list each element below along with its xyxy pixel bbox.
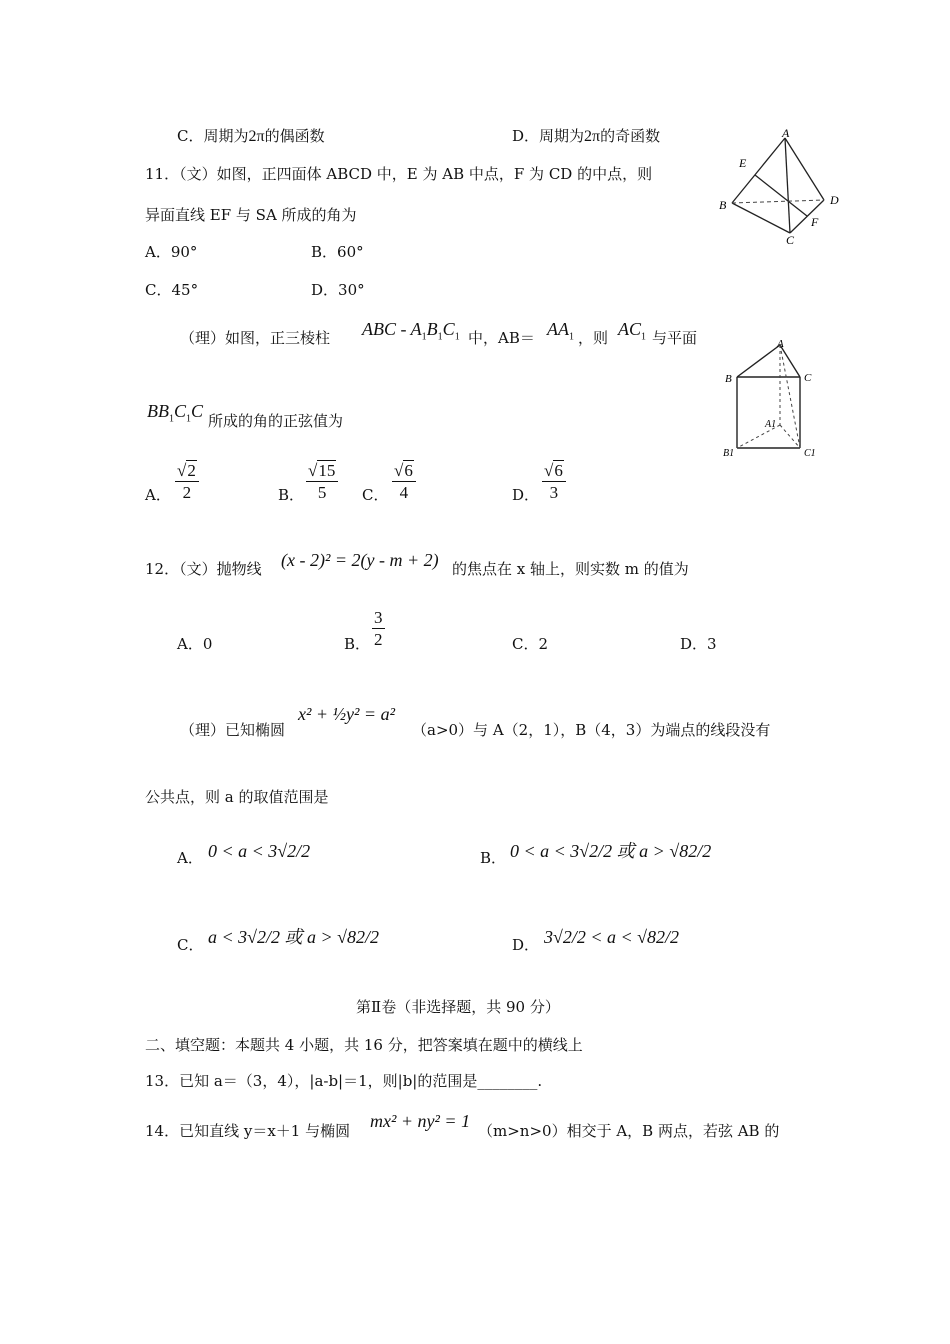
- q12-wen-prefix: 12．（文）抛物线: [145, 560, 262, 578]
- q11-wen-option-a: A．90°: [145, 243, 198, 261]
- tetra-label-a: A: [782, 126, 790, 140]
- tetra-label-d: D: [830, 193, 839, 207]
- q12-li-option-d-value: 3√2/2 < a < √82/2: [544, 927, 680, 947]
- prism-label-b: B: [725, 373, 732, 385]
- q11-li-option-c-value: $\frac{√6}{4}$: [392, 462, 416, 502]
- q11-wen-line2: 异面直线 EF 与 SA 所成的角为: [145, 206, 357, 224]
- q13-text: 13．已知 a＝（3，4），|a-b|＝1，则|b|的范围是________.: [145, 1072, 543, 1090]
- q14-prefix: 14．已知直线 y＝x＋1 与椭圆: [145, 1122, 351, 1140]
- q12-wen-tail: 的焦点在 x 轴上，则实数 m 的值为: [452, 560, 689, 578]
- q10-option-c: C．周期为2π的偶函数: [177, 127, 325, 145]
- q12-li-line2: 公共点，则 a 的取值范围是: [145, 788, 329, 806]
- q12-wen-option-d: D．3: [680, 635, 717, 653]
- q11-li-tail: 与平面: [652, 329, 698, 347]
- prism-figure: [718, 335, 828, 465]
- prism-label-a1: A1: [765, 419, 777, 430]
- fill-in-header: 二、填空题：本题共 4 小题，共 16 分，把答案填在题中的横线上: [145, 1036, 583, 1054]
- tetra-label-e: E: [739, 156, 747, 170]
- q12-wen-option-c: C．2: [512, 635, 549, 653]
- q10-option-d: D．周期为2π的奇函数: [512, 127, 661, 145]
- q11-li-option-d-value: $\frac{√6}{3}$: [542, 462, 566, 502]
- q11-li-mid: 中，AB＝: [468, 329, 535, 347]
- q11-li-option-b-value: $\frac{√15}{5}$: [306, 462, 338, 502]
- q12-wen-option-b-label: B．: [344, 635, 371, 653]
- q11-wen-option-d: D．30°: [311, 281, 365, 299]
- prism-label-c: C: [804, 372, 812, 384]
- q11-li-option-b-label: B．: [278, 486, 305, 504]
- q11-wen-option-b: B．60°: [311, 243, 364, 261]
- q12-li-prefix: （理）已知椭圆: [180, 721, 286, 739]
- q11-li-then: ，则: [578, 329, 609, 347]
- q12-wen-option-a: A．0: [177, 635, 213, 653]
- prism-label-a: A: [777, 338, 784, 350]
- tetra-label-c: C: [786, 233, 795, 247]
- q11-li-option-c-label: C．: [362, 486, 389, 504]
- q12-li-option-a-label: A．: [177, 849, 203, 867]
- prism-label-b1: B1: [723, 448, 735, 459]
- q11-li-prefix: （理）如图，正三棱柱: [180, 329, 331, 347]
- q12-li-option-a-value: 0 < a < 3√2/2: [208, 841, 311, 861]
- q11-li-option-a-value: $\frac{√2}{2}$: [175, 462, 199, 502]
- q12-wen-option-b-value: $\frac{3}{2}$: [374, 608, 383, 649]
- q11-li-option-d-label: D．: [512, 486, 540, 504]
- q12-wen-equation: (x - 2)² = 2(y - m + 2): [281, 550, 439, 570]
- q11-wen-line1: 11．（文）如图，正四面体 ABCD 中，E 为 AB 中点，F 为 CD 的中点，则: [145, 165, 653, 183]
- q11-wen-option-c: C．45°: [145, 281, 199, 299]
- q11-li-aa1: $AA_1$: [547, 319, 574, 343]
- q11-li-prism: ABC - $A_1B_1C_1$: [362, 319, 460, 343]
- q14-tail: （m>n>0）相交于 A，B 两点，若弦 AB 的: [478, 1122, 780, 1140]
- tetra-label-f: F: [811, 215, 819, 229]
- q12-li-option-b-label: B．: [480, 849, 507, 867]
- q12-li-option-d-label: D．: [512, 936, 540, 954]
- q11-li-plane: $BB_1C_1C$: [147, 401, 204, 425]
- q12-li-option-b-value: 0 < a < 3√2/2 或 a > √82/2: [510, 841, 712, 861]
- q11-li-ac1: $AC_1$: [618, 319, 647, 343]
- q12-li-tail: （a>0）与 A（2，1），B（4，3）为端点的线段没有: [412, 721, 771, 739]
- prism-label-c1: C1: [804, 448, 816, 459]
- tetra-label-b: B: [719, 198, 727, 212]
- tetrahedron-figure: [712, 125, 847, 250]
- q11-li-option-a-label: A．: [145, 486, 171, 504]
- q14-equation: mx² + ny² = 1: [370, 1111, 471, 1131]
- q12-li-equation: x² + ½y² = a²: [298, 704, 395, 724]
- q12-li-option-c-value: a < 3√2/2 或 a > √82/2: [208, 927, 380, 947]
- section2-title: 第Ⅱ卷（非选择题，共 90 分）: [356, 998, 560, 1016]
- q11-li-line2: 所成的角的正弦值为: [208, 412, 344, 430]
- q12-li-option-c-label: C．: [177, 936, 204, 954]
